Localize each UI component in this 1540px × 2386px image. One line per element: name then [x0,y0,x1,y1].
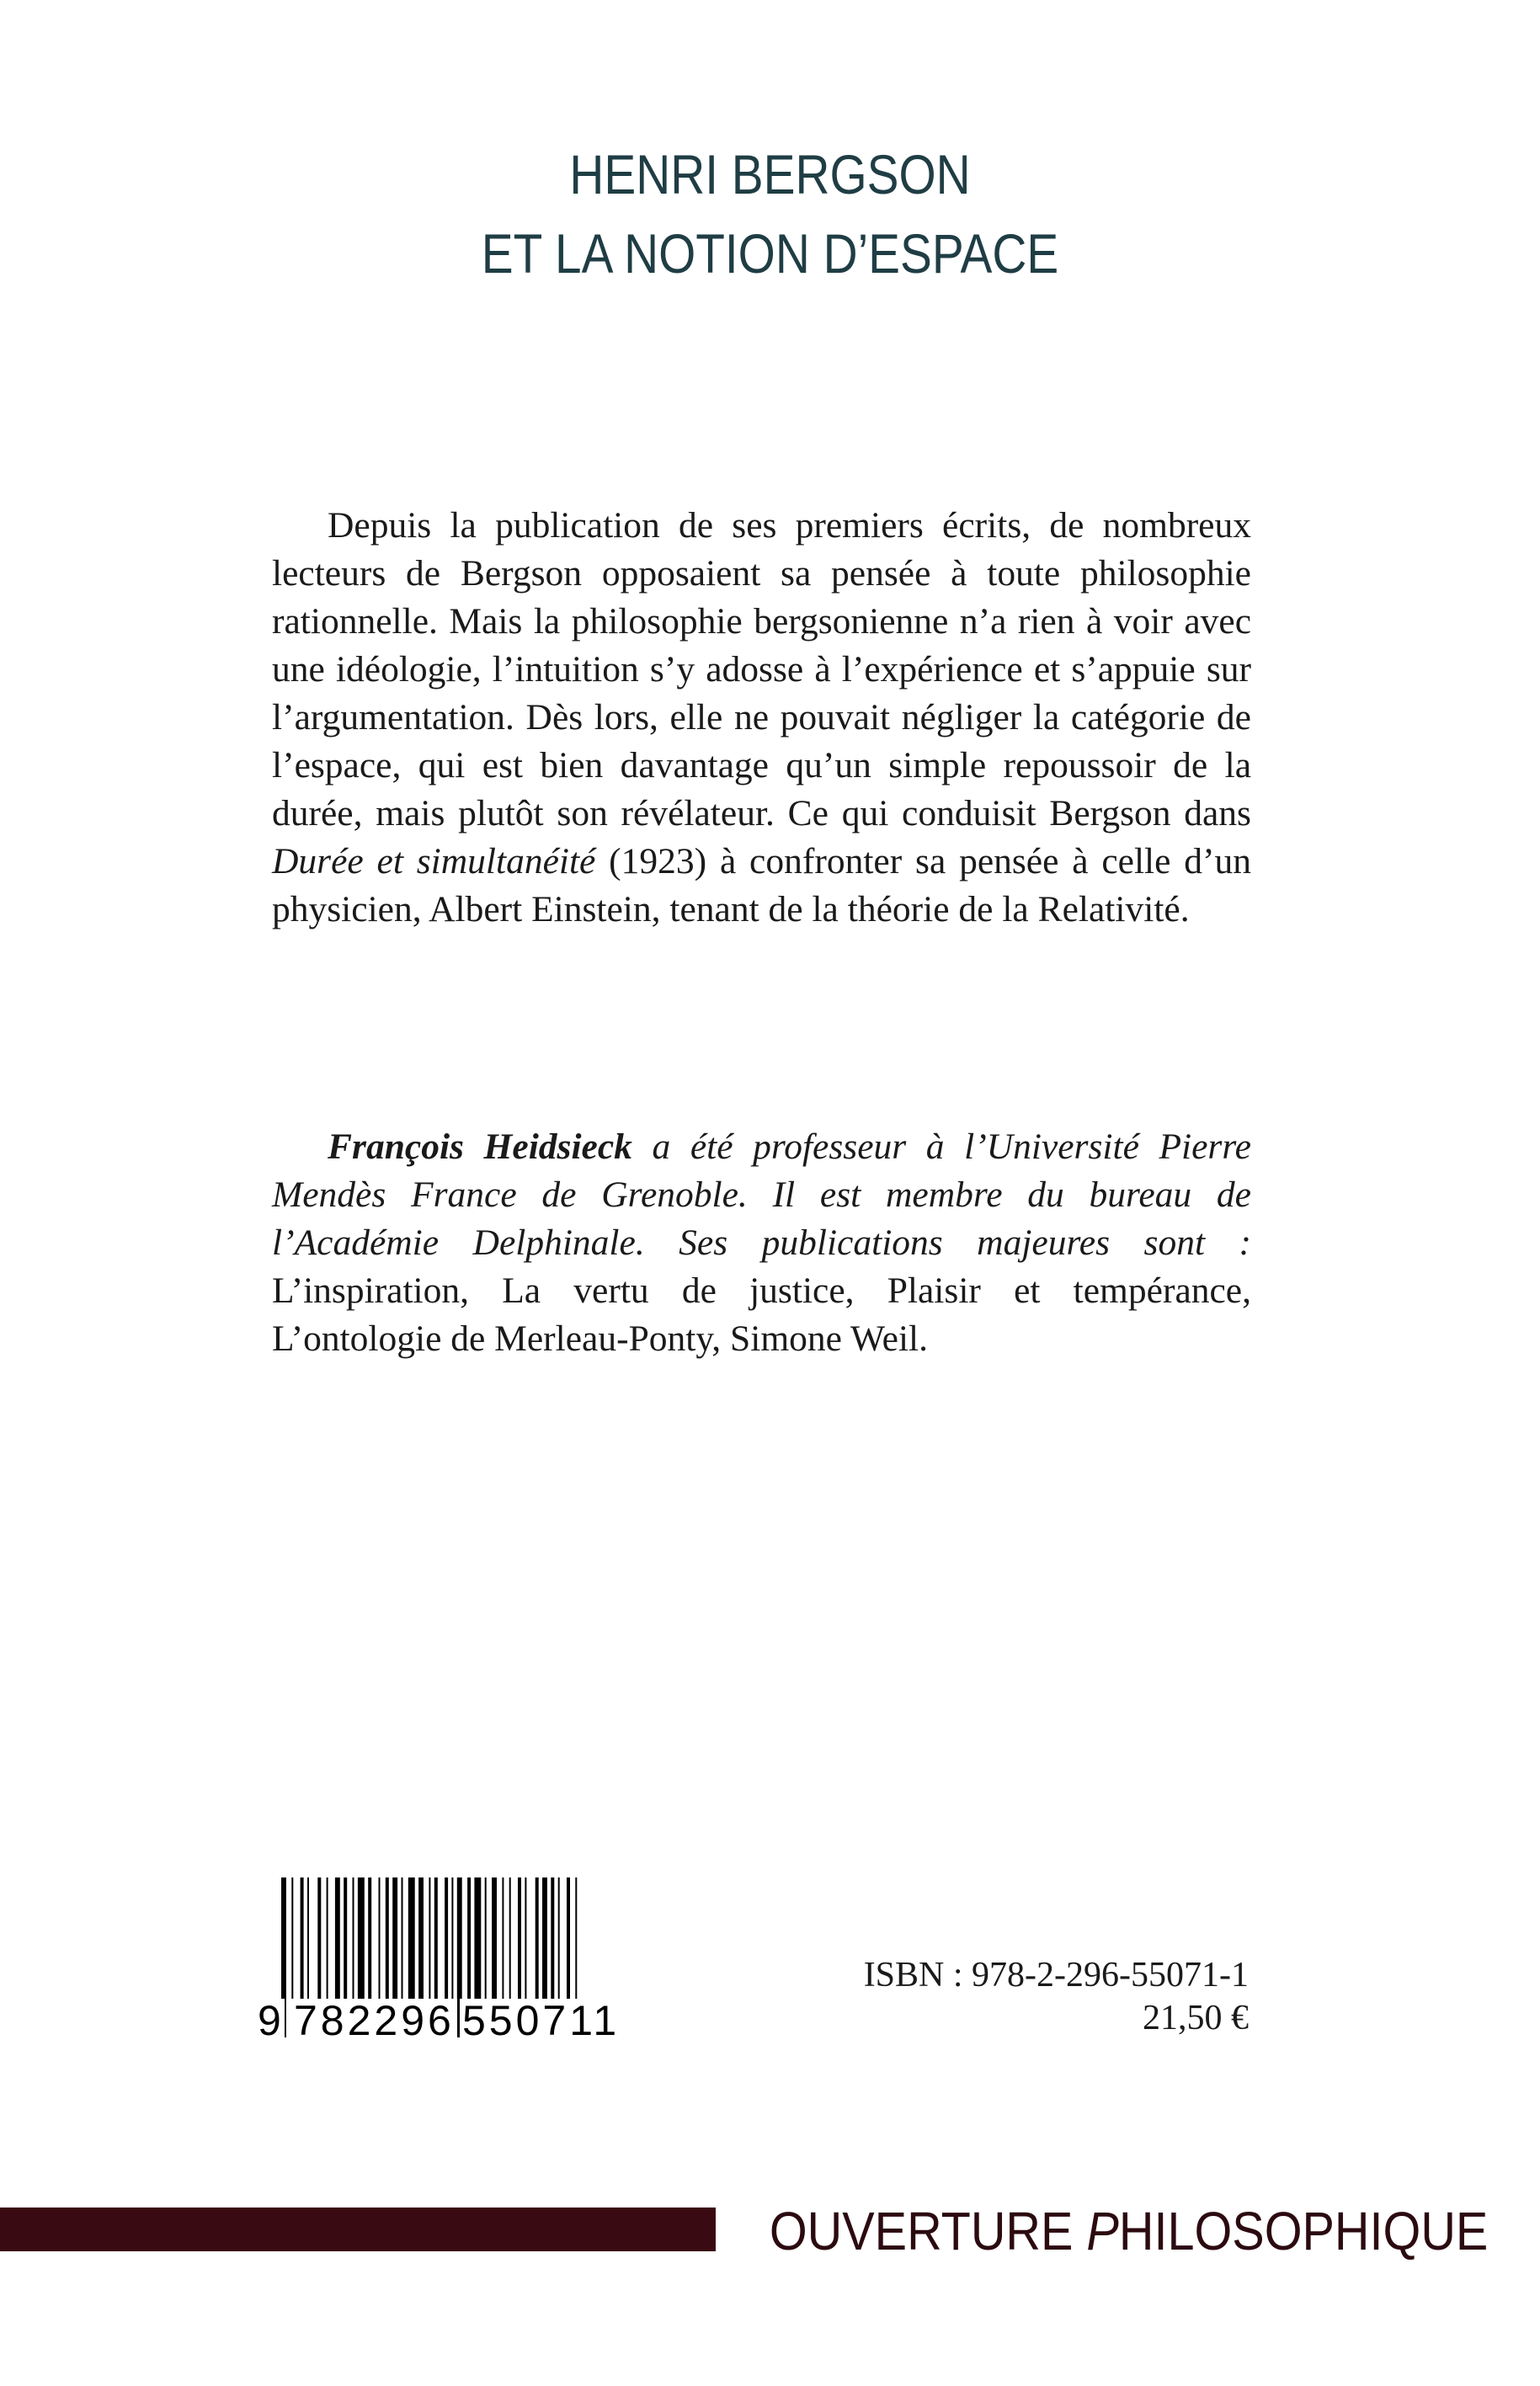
author-works: L’inspiration, La vertu de justice, Plaisir et tempérance, L’ontologie de Merleau-Ponty, Simone Weil. [272,1270,1251,1359]
author-name: François Heidsieck [328,1126,632,1167]
title-line-2: ET LA NOTION D’ESPACE [481,222,1059,285]
barcode-digits-left: 782296 [291,1999,457,2042]
barcode-digits-right: 550711 [460,1999,622,2042]
barcode-digit-first: 9 [258,1999,285,2042]
book-title [108,135,1432,293]
author-bio-text: a été professeur à l’Université Pierre Mendès France de Grenoble. Il est membre du bureau de l’Académie Delphinale. Ses publications majeures sont : [272,1126,1251,1263]
collection-name-part1: OUVERTURE [769,2201,1087,2261]
collection-name-part2: HILOSOPHIQUE [1118,2201,1488,2261]
barcode-digits [258,1999,628,2042]
isbn: ISBN : 978-2-296-55071-1 [863,1956,1249,1995]
title-line-1: HENRI BERGSON [569,143,971,205]
summary-text-2: (1923) à confronter sa pensée à celle d’un physicien, Albert Einstein, tenant de la théorie de la Relativité. [272,841,1251,929]
summary-book-title: Durée et simultanéité [272,841,596,881]
collection-name-initial: P [1086,2201,1119,2261]
price: 21,50 € [1143,1999,1249,2037]
collection-name [769,2197,1488,2265]
summary-text-1: Depuis la publication de ses premiers écrits, de nombreux lecteurs de Bergson opposaient sa pensée à toute philosophie rationnelle. Mais la philosophie bergsonienne n’a rien à voir avec une idéologie, l’intuition s’y adosse à l’expérience et s’appuie sur l’argumentation. Dès lors, elle ne pouvait négliger la catégorie de l’espace, qui est bien davantage qu’un simple repoussoir de la durée, mais plutôt son révélateur. Ce qui conduisit Bergson dans [272,505,1251,834]
collection-band [0,2208,716,2251]
summary-paragraph [272,502,1251,934]
author-bio [272,1123,1251,1363]
